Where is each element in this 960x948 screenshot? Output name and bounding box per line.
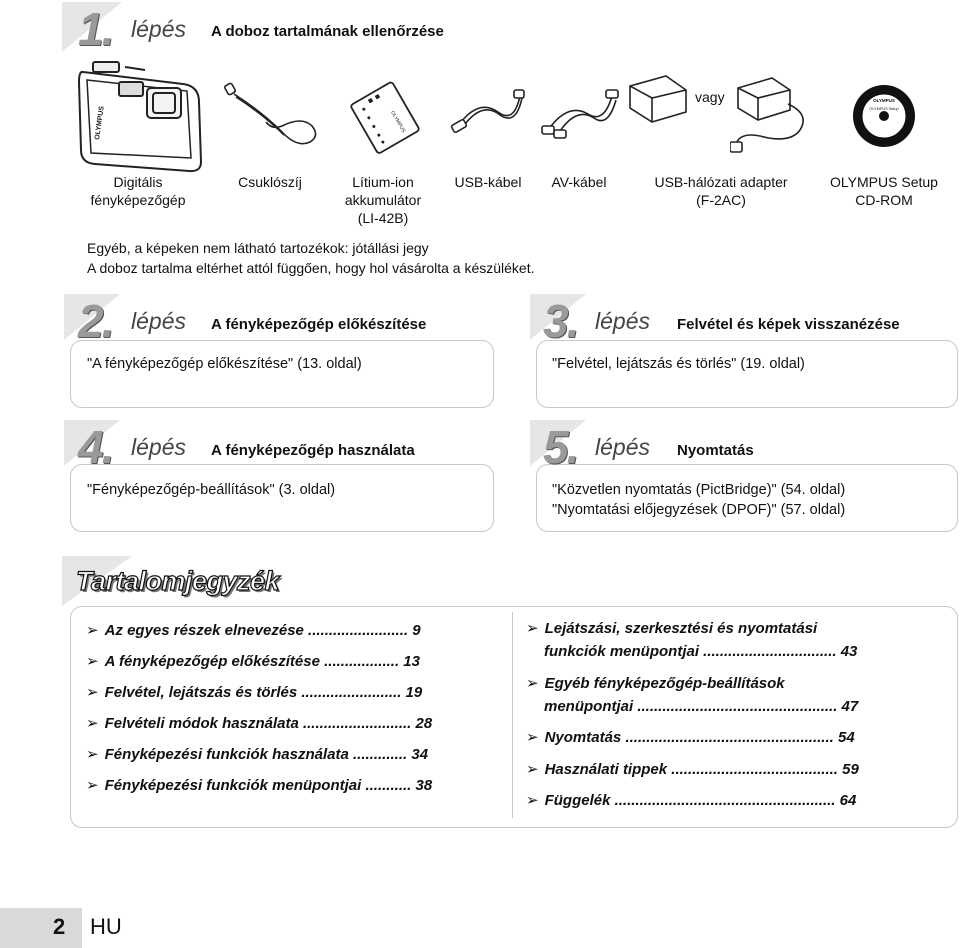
chevron-right-icon: ➢ bbox=[86, 622, 99, 639]
label-camera: Digitális fényképezőgép bbox=[90, 174, 186, 208]
chevron-right-icon: ➢ bbox=[526, 675, 539, 692]
toc-item-playback-menus[interactable]: ➢ Lejátszási, szerkesztési és nyomtatási bbox=[526, 620, 818, 637]
page-number-tab bbox=[0, 908, 82, 948]
toc-item-shooting-functions[interactable]: ➢ Fényképezési funkciók használata ............. 34 bbox=[86, 746, 429, 763]
camera-illustration bbox=[75, 58, 207, 176]
step2-reference: "A fényképezőgép előkészítése" (13. oldal) bbox=[87, 356, 362, 372]
step1-title: A doboz tartalmának ellenőrzése bbox=[211, 23, 444, 40]
label-av-cable: AV-kábel bbox=[551, 174, 607, 190]
step2-word: lépés bbox=[131, 308, 186, 334]
step3-word: lépés bbox=[595, 308, 650, 334]
step4-number: 4. bbox=[78, 421, 113, 473]
page-number: 2 bbox=[53, 914, 66, 939]
label-cdrom: OLYMPUS Setup CD-ROM bbox=[830, 174, 938, 208]
toc-item-playback-menus-cont[interactable]: funkciók menüpontjai ................................ 43 bbox=[544, 643, 858, 660]
language-code: HU bbox=[90, 914, 122, 939]
label-battery: Lítium-ion akkumulátor (LI-42B) bbox=[344, 174, 422, 226]
toc-item-shooting-menus[interactable]: ➢ Fényképezési funkciók menüpontjai ........... 38 bbox=[86, 777, 433, 794]
adapter-illustration-2 bbox=[730, 74, 822, 162]
step5-reference-1: "Közvetlen nyomtatás (PictBridge)" (54. oldal) bbox=[552, 482, 846, 498]
cd-label: OLYMPUS Setup bbox=[869, 107, 899, 111]
toc-item-shooting-modes[interactable]: ➢ Felvételi módok használata .......................... 28 bbox=[86, 715, 433, 732]
camera-brand: OLYMPUS bbox=[94, 105, 106, 141]
battery-illustration bbox=[344, 76, 426, 156]
toc-item-shoot-play[interactable]: ➢ Felvétel, lejátszás és törlés ........................ 19 bbox=[86, 684, 423, 701]
toc-item-other-settings-cont[interactable]: menüpontjai ................................................ 47 bbox=[544, 698, 859, 715]
step5-number: 5. bbox=[543, 421, 578, 473]
toc-item-parts[interactable]: ➢ Az egyes részek elnevezése ........................ 9 bbox=[86, 622, 421, 639]
step4-word: lépés bbox=[131, 434, 186, 460]
step3-number: 3. bbox=[543, 295, 578, 347]
step1-number: 1. bbox=[78, 3, 113, 55]
toc-item-printing[interactable]: ➢ Nyomtatás .................................................. 54 bbox=[526, 729, 855, 746]
chevron-right-icon: ➢ bbox=[86, 653, 99, 670]
label-adapter: USB-hálózati adapter (F-2AC) bbox=[654, 174, 788, 208]
toc-title: Tartalomjegyzék bbox=[76, 566, 280, 596]
toc-item-prepare[interactable]: ➢ A fényképezőgép előkészítése .................. 13 bbox=[86, 653, 420, 670]
step5-word: lépés bbox=[595, 434, 650, 460]
toc-item-other-settings[interactable]: ➢ Egyéb fényképezőgép-beállítások bbox=[526, 675, 785, 692]
step2-box bbox=[70, 340, 494, 408]
chevron-right-icon: ➢ bbox=[526, 729, 539, 746]
label-strap: Csuklószíj bbox=[238, 174, 302, 190]
svg-text:OLYMPUS: OLYMPUS bbox=[389, 110, 407, 134]
step3-title: Felvétel és képek visszanézése bbox=[677, 316, 900, 333]
note-contents-vary: A doboz tartalma eltérhet attól függően, hogy hol vásárolta a készüléket. bbox=[87, 260, 535, 276]
label-usb-cable: USB-kábel bbox=[454, 174, 522, 190]
step3-box bbox=[536, 340, 958, 408]
usb-cable-illustration bbox=[448, 88, 528, 140]
cdrom-illustration bbox=[852, 84, 916, 148]
chevron-right-icon: ➢ bbox=[526, 761, 539, 778]
toc-item-tips[interactable]: ➢ Használati tippek ........................................ 59 bbox=[526, 761, 859, 778]
step3-reference: "Felvétel, lejátszás és törlés" (19. oldal) bbox=[552, 356, 805, 372]
chevron-right-icon: ➢ bbox=[86, 715, 99, 732]
step5-reference-2: "Nyomtatási előjegyzések (DPOF)" (57. oldal) bbox=[552, 502, 846, 518]
step2-title: A fényképezőgép előkészítése bbox=[211, 316, 427, 333]
strap-illustration bbox=[222, 82, 322, 152]
step4-title: A fényképezőgép használata bbox=[211, 442, 415, 459]
chevron-right-icon: ➢ bbox=[86, 684, 99, 701]
toc-item-appendix[interactable]: ➢ Függelék ..................................................... 64 bbox=[526, 792, 857, 809]
step5-box bbox=[536, 464, 958, 532]
step5-title: Nyomtatás bbox=[677, 442, 754, 459]
chevron-right-icon: ➢ bbox=[86, 746, 99, 763]
step2-number: 2. bbox=[78, 295, 113, 347]
note-accessories: Egyéb, a képeken nem látható tartozékok: jótállási jegy bbox=[87, 240, 429, 256]
step4-reference: "Fényképezőgép-beállítások" (3. oldal) bbox=[87, 482, 336, 498]
cd-brand: OLYMPUS bbox=[873, 98, 895, 103]
chevron-right-icon: ➢ bbox=[526, 620, 539, 637]
chevron-right-icon: ➢ bbox=[526, 792, 539, 809]
step1-word: lépés bbox=[131, 16, 186, 42]
toc-divider bbox=[512, 612, 513, 818]
chevron-right-icon: ➢ bbox=[86, 777, 99, 794]
or-label: vagy bbox=[695, 89, 725, 105]
av-cable-illustration bbox=[540, 88, 622, 142]
step4-box bbox=[70, 464, 494, 532]
adapter-illustration-1 bbox=[626, 70, 690, 126]
